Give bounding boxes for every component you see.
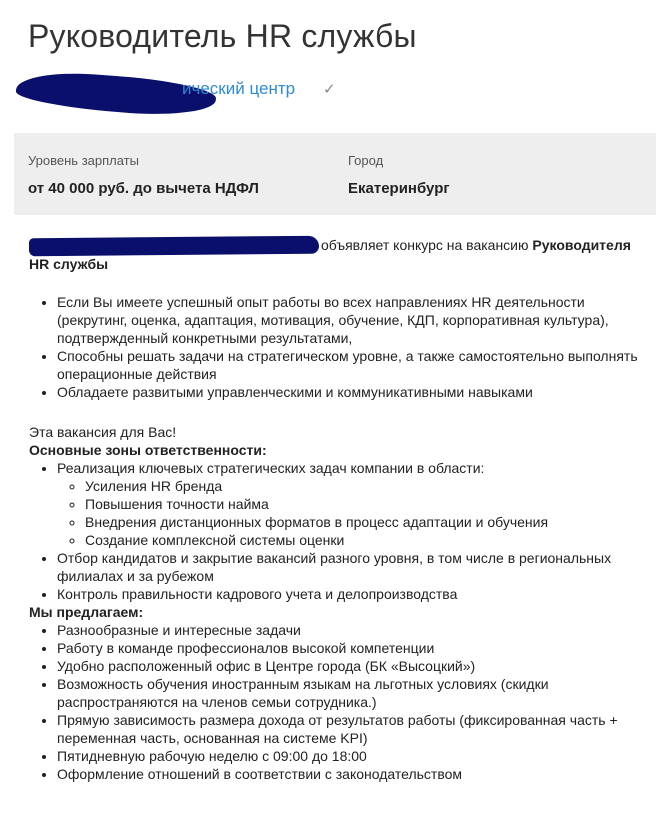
- intro-position: Руководителя HR службы: [29, 237, 631, 272]
- for-you-text: Эта вакансия для Вас!: [29, 424, 177, 440]
- list-item: ◦ Повышения точности найма: [85, 495, 641, 513]
- company-link[interactable]: ический центр: [182, 79, 296, 98]
- responsibility-main: Реализация ключевых стратегических задач компании в области:: [57, 460, 485, 476]
- list-item: ◦ Усиления HR бренда: [85, 477, 641, 495]
- salary-value: от 40 000 руб. до вычета НДФЛ: [28, 180, 259, 197]
- redaction-mark: [29, 236, 319, 257]
- vacancy-info-panel: [14, 133, 656, 215]
- list-item: • Прямую зависимость размера дохода от результатов работы (фиксированная часть + переменная часть, основанная на системе KPI): [57, 711, 641, 747]
- intro-text: объявляет конкурс на вакансию: [321, 237, 533, 253]
- list-item: [57, 459, 641, 549]
- list-item: • Работу в команде профессионалов высокой компетенции: [57, 639, 641, 657]
- list-item: • Оформление отношений в соответствии с законодательством: [57, 765, 641, 783]
- list-item: ◦ Внедрения дистанционных форматов в процесс адаптации и обучения: [85, 513, 641, 531]
- list-item: • Контроль правильности кадрового учета и делопроизводства: [57, 585, 641, 603]
- offer-heading: Мы предлагаем:: [29, 604, 144, 620]
- city-block: [348, 153, 450, 197]
- salary-block: [28, 153, 259, 197]
- vacancy-description: [29, 236, 641, 783]
- requirements-list: [29, 293, 641, 401]
- list-item: • Отбор кандидатов и закрытие вакансий разного уровня, в том числе в региональных филиалах и за рубежом: [57, 549, 641, 585]
- city-label: Город: [348, 153, 384, 168]
- offers-list: [29, 621, 641, 783]
- vacancy-title: Руководитель HR службы: [28, 18, 417, 54]
- list-item: • Способны решать задачи на стратегическом уровне, а также самостоятельно выполнять операционные действия: [57, 347, 641, 383]
- list-item: ◦ Создание комплексной системы оценки: [85, 531, 641, 549]
- intro-paragraph: [29, 236, 641, 273]
- responsibilities-heading: Основные зоны ответственности:: [29, 442, 267, 458]
- list-item: • Разнообразные и интересные задачи: [57, 621, 641, 639]
- list-item: • Пятидневную рабочую неделю с 09:00 до 18:00: [57, 747, 641, 765]
- list-item: • Удобно расположенный офис в Центре города (БК «Высоцкий»): [57, 657, 641, 675]
- check-icon: ✓: [323, 81, 336, 98]
- responsibility-sub-list: [57, 477, 641, 549]
- responsibilities-list: [29, 459, 641, 603]
- list-item: • Возможность обучения иностранным языкам на льготных условиях (скидки распространяются на членов семьи сотрудника.): [57, 675, 641, 711]
- city-value: Екатеринбург: [348, 180, 450, 197]
- salary-label: Уровень зарплаты: [28, 153, 139, 168]
- company-row: [18, 76, 336, 102]
- list-item: • Обладаете развитыми управленческими и коммуникативными навыками: [57, 383, 641, 401]
- list-item: • Если Вы имеете успешный опыт работы во всех направлениях HR деятельности (рекрутинг, оценка, адаптация, мотивация, обучение, КДП, корпоративная культура), подтвержденный конкретными результатами,: [57, 293, 641, 347]
